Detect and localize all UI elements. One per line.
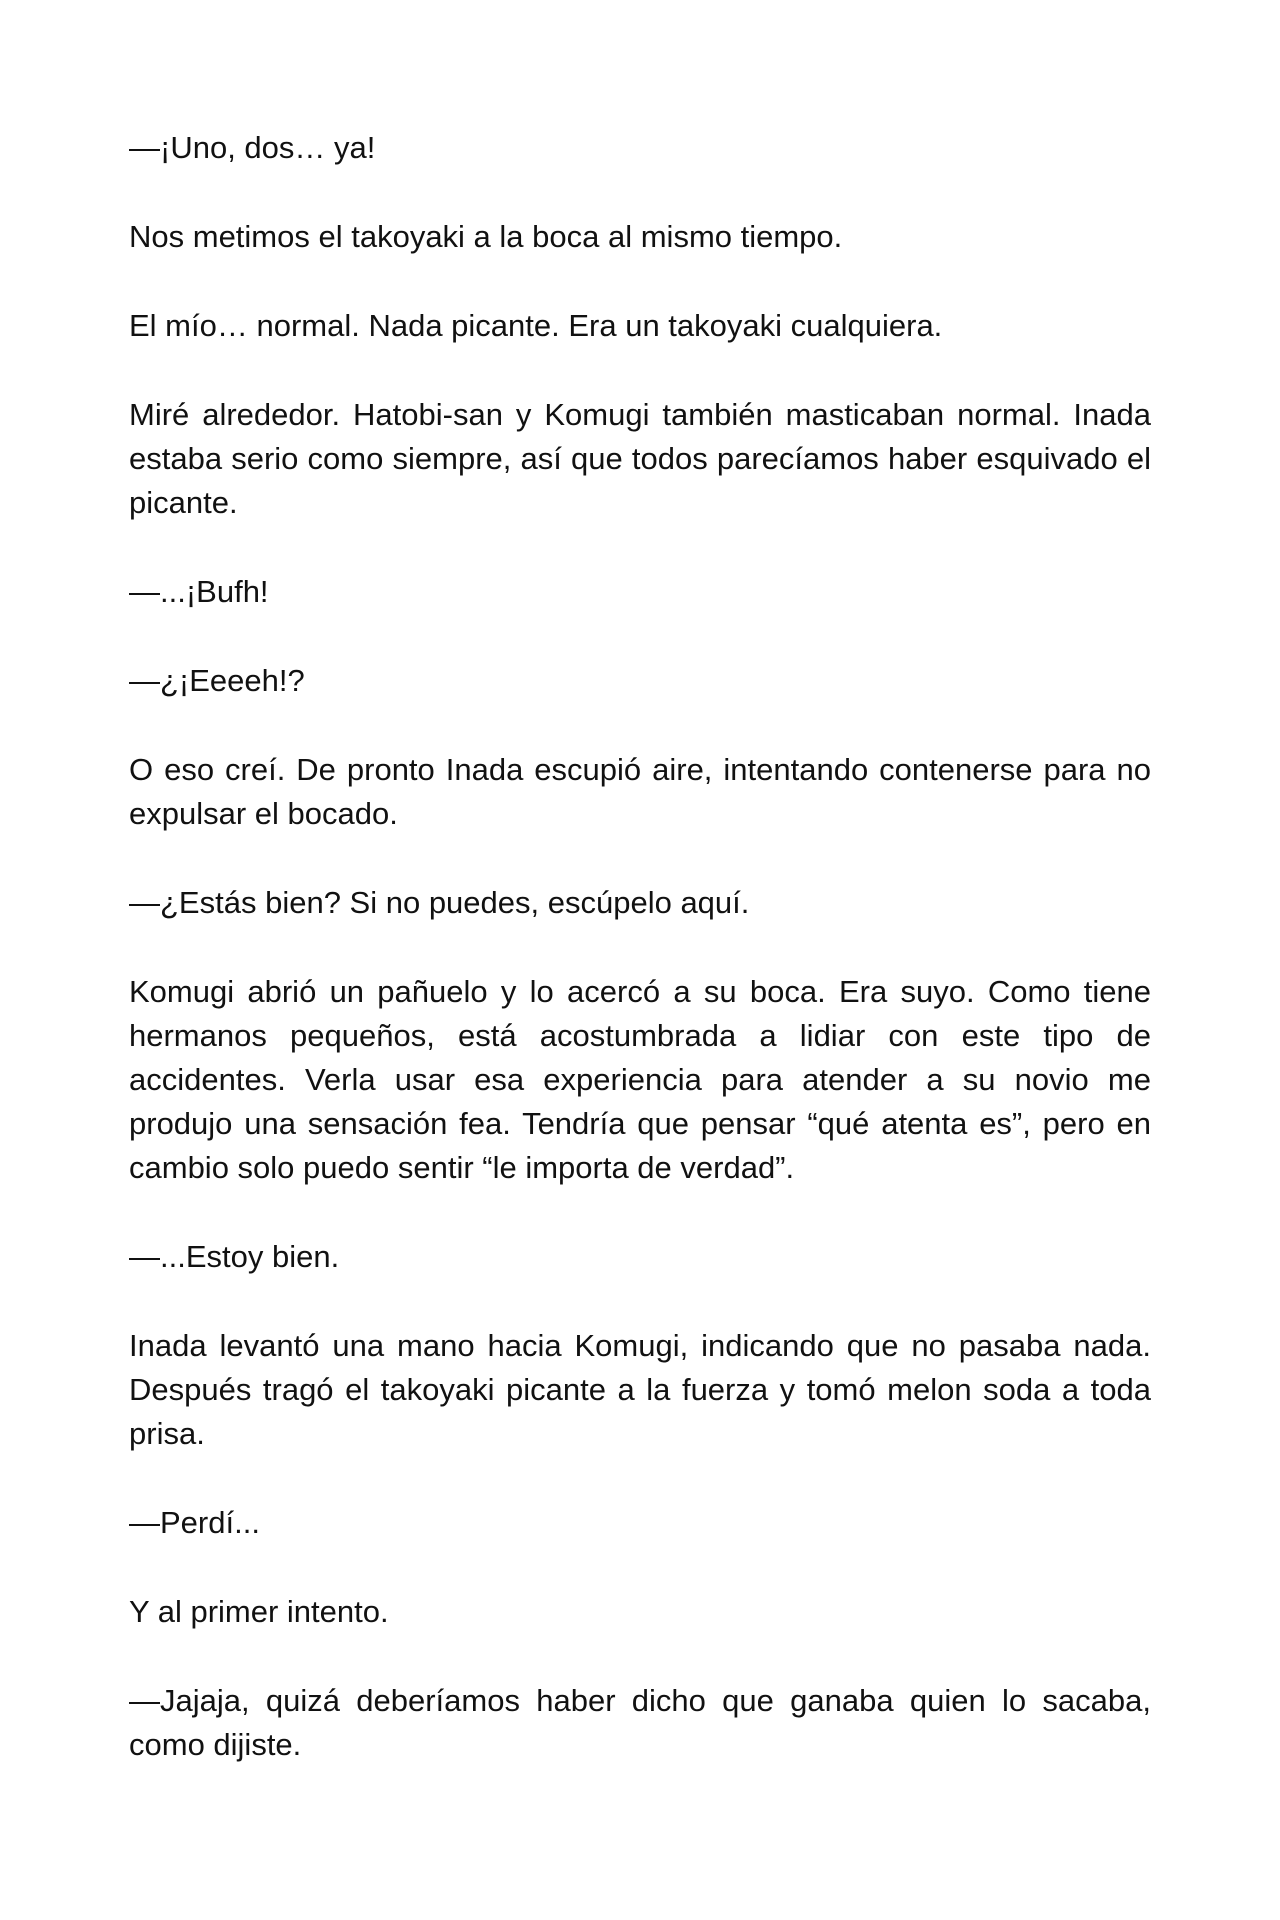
paragraph-narration: Y al primer intento. bbox=[129, 1594, 389, 1629]
paragraph-dialogue: —¡Uno, dos… ya! bbox=[129, 130, 376, 165]
paragraph-narration: Inada levantó una mano hacia Komugi, indicando que no pasaba nada. Después tragó el takoyaki picante a la fuerza y tomó melon soda a toda prisa. bbox=[129, 1328, 1151, 1451]
paragraph-dialogue: —Jajaja, quizá deberíamos haber dicho que ganaba quien lo sacaba, como dijiste. bbox=[129, 1683, 1151, 1762]
paragraph-narration: El mío… normal. Nada picante. Era un takoyaki cualquiera. bbox=[129, 308, 943, 343]
paragraph-dialogue: —¿¡Eeeeh!? bbox=[129, 663, 305, 698]
paragraph-dialogue: —¿Estás bien? Si no puedes, escúpelo aquí. bbox=[129, 885, 750, 920]
paragraph-narration: O eso creí. De pronto Inada escupió aire, intentando contenerse para no expulsar el bocado. bbox=[129, 752, 1151, 831]
paragraph-dialogue: —Perdí... bbox=[129, 1505, 260, 1540]
paragraph-narration: Komugi abrió un pañuelo y lo acercó a su boca. Era suyo. Como tiene hermanos pequeños, está acostumbrada a lidiar con este tipo de accidentes. Verla usar esa experiencia para atender a su novio me produjo una sensación fea. Tendría que pensar “qué atenta es”, pero en cambio solo puedo sentir “le importa de verdad”. bbox=[129, 974, 1151, 1185]
text-column bbox=[129, 126, 1151, 1767]
paragraph-dialogue: —...Estoy bien. bbox=[129, 1239, 340, 1274]
paragraph-dialogue: —...¡Bufh! bbox=[129, 574, 269, 609]
paragraph-narration: Miré alrededor. Hatobi-san y Komugi también masticaban normal. Inada estaba serio como siempre, así que todos parecíamos haber esquivado el picante. bbox=[129, 397, 1151, 520]
paragraph-narration: Nos metimos el takoyaki a la boca al mismo tiempo. bbox=[129, 219, 843, 254]
